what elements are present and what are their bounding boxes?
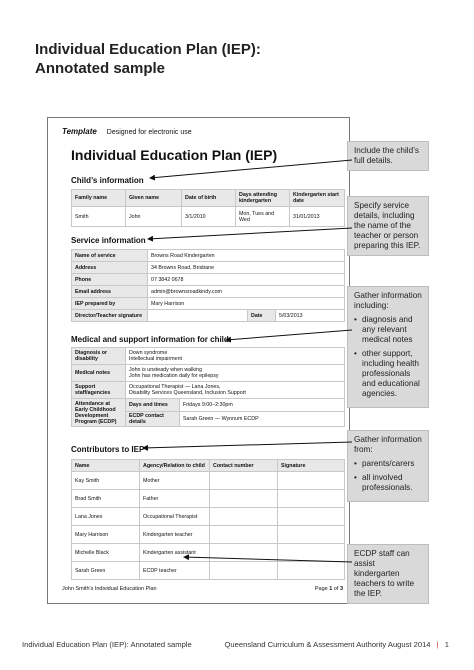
page-title: Individual Education Plan (IEP): Annotated sample (35, 41, 261, 77)
service-name-value: Browns Road Kindergarten (148, 250, 345, 262)
arrow-medical (226, 330, 352, 340)
family-name-value: Smith (72, 207, 126, 227)
page-footer-info: Queensland Curriculum & Assessment Authority August 2014 | 1 (224, 640, 449, 649)
arrow-child (150, 160, 352, 178)
ecdp-contact-value: Sarah Green — Wynnum ECDP (180, 412, 345, 427)
annotation-child-details: Include the child’s full details. (347, 141, 429, 171)
header-family-name: Family name (72, 190, 126, 207)
annotation-contributors: Gather information from: • parents/carers • all involved professionals. (347, 430, 429, 502)
table-row: Lana Jones Occupational Therapist (72, 508, 345, 526)
phone-label: Phone (72, 274, 148, 286)
medical-notes-label: Medical notes (72, 365, 126, 382)
medical-notes-value: John is unsteady when walking John has medication daily for epilepsy (126, 365, 345, 382)
table-row: Brad Smith Father (72, 490, 345, 508)
email-label: Email address (72, 286, 148, 298)
kindy-start-value: 31/01/2013 (290, 207, 345, 227)
table-row: Sarah Green ECDP teacher (72, 562, 345, 580)
page-number: 1 (444, 640, 449, 649)
annotation-service-details: Specify service details, including the name of the teacher or person preparing this IEP. (347, 196, 429, 256)
child-info-heading: Child’s information (71, 176, 144, 185)
days-attending-value: Mon, Tues and Wed (236, 207, 290, 227)
arrow-service (148, 228, 352, 239)
header-signature: Signature (278, 460, 345, 472)
days-times-value: Fridays 9:00–2:30pm (180, 399, 345, 412)
days-times-label: Days and times (126, 399, 180, 412)
header-agency: Agency/Relation to child (140, 460, 210, 472)
form-footer-title: John Smith's Individual Education Plan (62, 586, 157, 592)
date-label: Date (248, 310, 276, 322)
address-value: 34 Browns Road, Brisbane (148, 262, 345, 274)
email-value: admin@brownsroadkindy.com (148, 286, 345, 298)
annotation-ecdp: ECDP staff can assist kindergarten teachers to write the IEP. (347, 544, 429, 604)
header-given-name: Given name (126, 190, 182, 207)
medical-heading: Medical and support information for child (71, 335, 229, 344)
list-item: • diagnosis and any relevant medical notes (354, 315, 422, 345)
ecdp-attendance-label: Attendance at Early Childhood Development Program (ECDP) (72, 399, 126, 427)
header-contact: Contact number (210, 460, 278, 472)
date-value: 5/03/2013 (276, 310, 345, 322)
arrow-ecdp (184, 557, 352, 562)
page-footer-title: Individual Education Plan (IEP): Annotated sample (22, 640, 192, 649)
annotation-medical-info: Gather information including: • diagnosis and any relevant medical notes • other support, including health professionals and educational agencies. (347, 286, 429, 408)
prepared-by-label: IEP prepared by (72, 298, 148, 310)
form-title: Individual Education Plan (IEP) (71, 147, 278, 163)
template-label: Template (62, 127, 97, 136)
form-page-number: Page 1 of 3 (314, 586, 343, 592)
table-row: Mary Harrison Kindergarten teacher (72, 526, 345, 544)
template-note: Designed for electronic use (106, 129, 192, 136)
header-days-attending: Days attending kindergarten (236, 190, 290, 207)
list-item: • other support, including health professionals and educational agencies. (354, 349, 422, 399)
service-name-label: Name of service (72, 250, 148, 262)
header-name: Name (72, 460, 140, 472)
arrow-contributors (143, 442, 352, 448)
diagnosis-value: Down syndrome Intellectual impairment (126, 348, 345, 365)
given-name-value: John (126, 207, 182, 227)
header-kindy-start: Kindergarten start date (290, 190, 345, 207)
list-item: • parents/carers (354, 459, 422, 469)
header-date-of-birth: Date of birth (182, 190, 236, 207)
table-row: Michelle Black Kindergarten assistant (72, 544, 345, 562)
address-label: Address (72, 262, 148, 274)
contributors-heading: Contributors to IEP (71, 445, 145, 454)
diagnosis-label: Diagnosis or disability (72, 348, 126, 365)
ecdp-contact-label: ECDP contact details (126, 412, 180, 427)
support-staff-value: Occupational Therapist — Lana Jones, Disability Services Queensland, Inclusion Support (126, 382, 345, 399)
table-row: Kay Smith Mother (72, 472, 345, 490)
phone-value: 07 3842 0678 (148, 274, 345, 286)
signature-label: Director/Teacher signature (72, 310, 148, 322)
dob-value: 3/1/2010 (182, 207, 236, 227)
list-item: • all involved professionals. (354, 473, 422, 493)
prepared-by-value: Mary Harrison (148, 298, 345, 310)
support-staff-label: Support staff/agencies (72, 382, 126, 399)
service-info-heading: Service information (71, 236, 146, 245)
